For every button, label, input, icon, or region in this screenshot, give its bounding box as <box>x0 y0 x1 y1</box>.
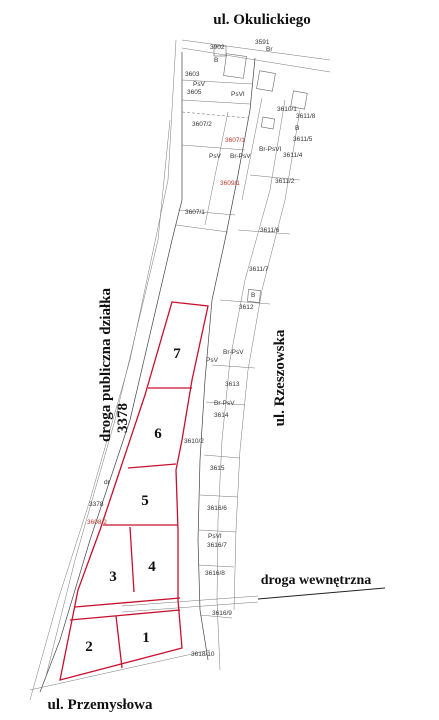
north-div-4 <box>182 145 245 150</box>
north-div-6 <box>176 225 228 232</box>
label-3618-10: 3618/10 <box>191 651 215 658</box>
label-psv2: PsV <box>209 153 221 160</box>
label-3608-2-red: 3608/2 <box>87 519 107 526</box>
label-3611-2: 3611/2 <box>275 178 295 185</box>
north-vert-1 <box>205 112 228 225</box>
label-br-psv2: Br-PsV <box>223 349 244 356</box>
label-3616-7: 3616/7 <box>207 542 227 549</box>
label-3616-8: 3616/8 <box>205 570 225 577</box>
building-2 <box>257 71 276 92</box>
plot-divider-road-12 <box>70 610 180 620</box>
label-3614: 3614 <box>214 412 229 419</box>
internal-road-label: droga wewnętrzna <box>260 573 372 588</box>
label-3611-5: 3611/5 <box>293 136 313 143</box>
buildings <box>214 46 307 303</box>
plot-outline <box>60 302 208 680</box>
north-road-edge-2 <box>182 48 330 72</box>
label-3603: 3603 <box>185 71 200 78</box>
label-br-psv3: Br-PsV <box>214 400 235 407</box>
label-3607-1-red: 3607/1 <box>225 137 245 144</box>
label-3902: 3902 <box>210 44 225 51</box>
label-3607-2: 3607/2 <box>192 121 212 128</box>
east-div-9 <box>198 565 234 567</box>
label-psvi2: PsVI <box>208 533 222 540</box>
east-road-edge-2 <box>234 110 300 610</box>
label-b2: B <box>295 125 300 132</box>
label-3611-4: 3611/4 <box>283 152 303 159</box>
internal-road-leader <box>258 588 385 599</box>
east-div-6 <box>204 455 240 458</box>
label-psv1: PsV <box>193 81 205 88</box>
street-west-line-2: 3378 <box>115 403 131 433</box>
plot-divider-3-4 <box>130 527 134 592</box>
parcel-5: 5 <box>141 493 149 509</box>
street-rzeszowska: ul. Rzeszowska <box>272 329 288 427</box>
label-3612: 3612 <box>239 304 254 311</box>
label-3610-2: 3610/2 <box>184 438 204 445</box>
building-1 <box>224 54 247 79</box>
label-psvi1: PsVI <box>231 91 245 98</box>
north-div-3 <box>182 112 248 118</box>
label-dr: dr <box>104 479 110 486</box>
north-div-2 <box>182 100 250 104</box>
label-b3: B <box>251 292 256 299</box>
label-3609-1-red: 3609/1 <box>220 180 240 187</box>
label-3615: 3615 <box>210 465 225 472</box>
building-4 <box>261 117 275 129</box>
label-3610-1: 3610/1 <box>277 106 297 113</box>
label-3591: 3591 <box>255 39 270 46</box>
internal-road-line-2 <box>122 602 258 612</box>
label-3611-7: 3611/7 <box>249 266 269 273</box>
parcel-2: 2 <box>85 639 93 655</box>
label-b1: B <box>214 57 219 64</box>
label-3616-6: 3616/6 <box>207 505 227 512</box>
label-br-psv1: Br-PsV <box>230 153 251 160</box>
parcel-6: 6 <box>154 426 162 442</box>
label-3616-9: 3616/9 <box>212 610 232 617</box>
label-3378: 3378 <box>89 501 104 508</box>
street-przemyslowa: ul. Przemysłowa <box>47 697 153 713</box>
street-okulickiego: ul. Okulickiego <box>213 12 311 28</box>
label-3607-1: 3607/1 <box>185 209 205 216</box>
parcel-3: 3 <box>109 569 117 585</box>
label-3611-8: 3611/8 <box>296 113 316 120</box>
label-3613: 3613 <box>225 381 240 388</box>
parcel-4: 4 <box>148 559 156 575</box>
east-div-8 <box>199 530 236 532</box>
label-3611-6: 3611/6 <box>260 227 280 234</box>
parcel-7: 7 <box>173 346 181 362</box>
plot-boundaries <box>60 302 208 680</box>
label-psv3: PsV <box>206 357 218 364</box>
label-3605: 3605 <box>187 89 202 96</box>
label-br-psvi: Br-PsVI <box>259 146 282 153</box>
label-br-top: Br <box>266 46 273 53</box>
plot-divider-6-5 <box>128 464 176 468</box>
parcel-1: 1 <box>142 630 150 646</box>
street-west-line-1: droga publiczna działka <box>98 288 114 442</box>
plot-divider-2-1 <box>116 616 122 668</box>
